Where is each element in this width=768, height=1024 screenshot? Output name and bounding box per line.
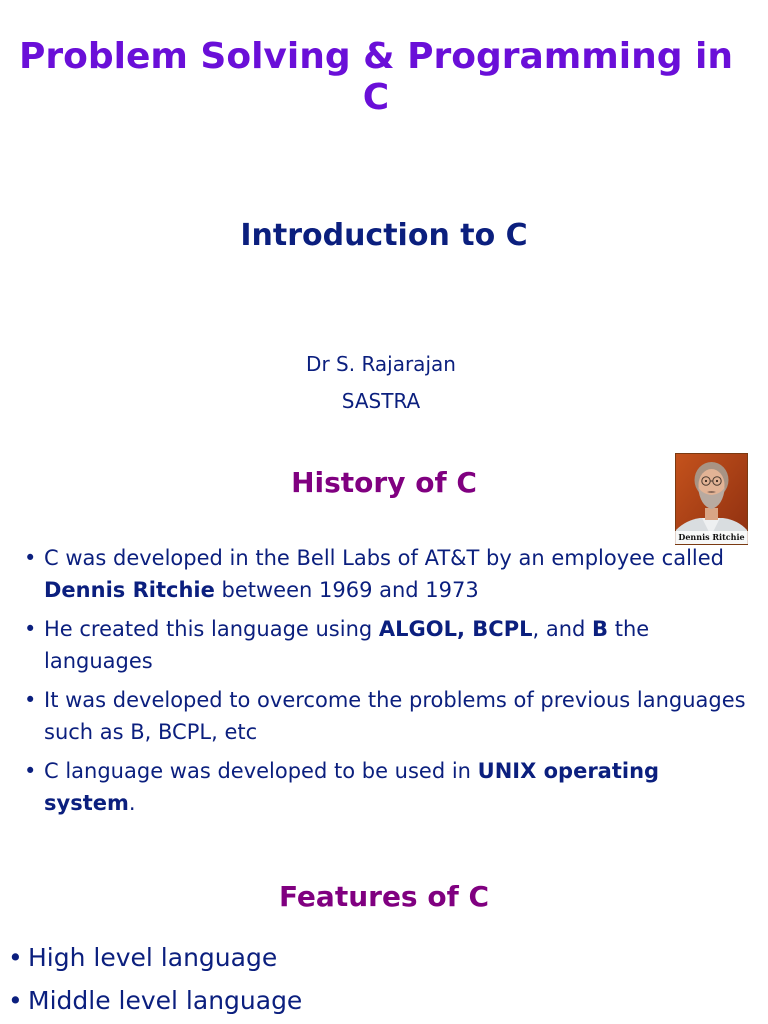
history-item-text: It was developed to overcome the problems of previous languages such as B, BCPL, etc	[44, 688, 746, 744]
history-item-4	[24, 755, 754, 819]
author-institution: SASTRA	[341, 389, 421, 413]
history-item-text: the languages	[44, 617, 650, 673]
feature-item-text: High level language	[28, 943, 278, 972]
history-item-text: between 1969 and 1973	[214, 578, 479, 602]
history-item-bold-text: UNIX operating system	[44, 759, 660, 815]
features-heading: Features of C	[278, 880, 490, 913]
history-item-text: , and	[532, 617, 593, 641]
bullet-icon: •	[24, 546, 37, 570]
bullet-icon: •	[8, 943, 23, 972]
history-item-text: He created this language using	[44, 617, 379, 641]
feature-item-text: Middle level language	[28, 986, 303, 1015]
history-item-3	[24, 684, 754, 748]
bullet-icon: •	[24, 688, 37, 712]
portrait-caption: Dennis Ritchie	[675, 531, 748, 544]
bullet-icon: •	[24, 759, 37, 783]
page-title: Problem Solving & Programming in C	[18, 36, 734, 118]
author-block	[0, 346, 762, 420]
page-subtitle: Introduction to C	[240, 218, 528, 253]
history-item-text: .	[128, 791, 136, 815]
history-item-text: C was developed in the Bell Labs of AT&T by an employee called	[44, 546, 724, 570]
history-item-text: C language was developed to be used in	[44, 759, 478, 783]
author-name: Dr S. Rajarajan	[306, 352, 456, 376]
history-item-1	[24, 542, 754, 606]
features-list	[8, 936, 748, 1022]
history-item-bold-text: Dennis Ritchie	[44, 578, 215, 602]
feature-item-2	[8, 979, 748, 1022]
bullet-icon: •	[8, 986, 23, 1015]
history-item-bold-text: ALGOL, BCPL	[378, 617, 533, 641]
bullet-icon: •	[24, 617, 37, 641]
feature-item-1	[8, 936, 748, 979]
history-item-2	[24, 613, 754, 677]
history-item-bold-text: B	[592, 617, 609, 641]
history-heading: History of C	[291, 466, 477, 499]
history-list	[24, 542, 754, 826]
